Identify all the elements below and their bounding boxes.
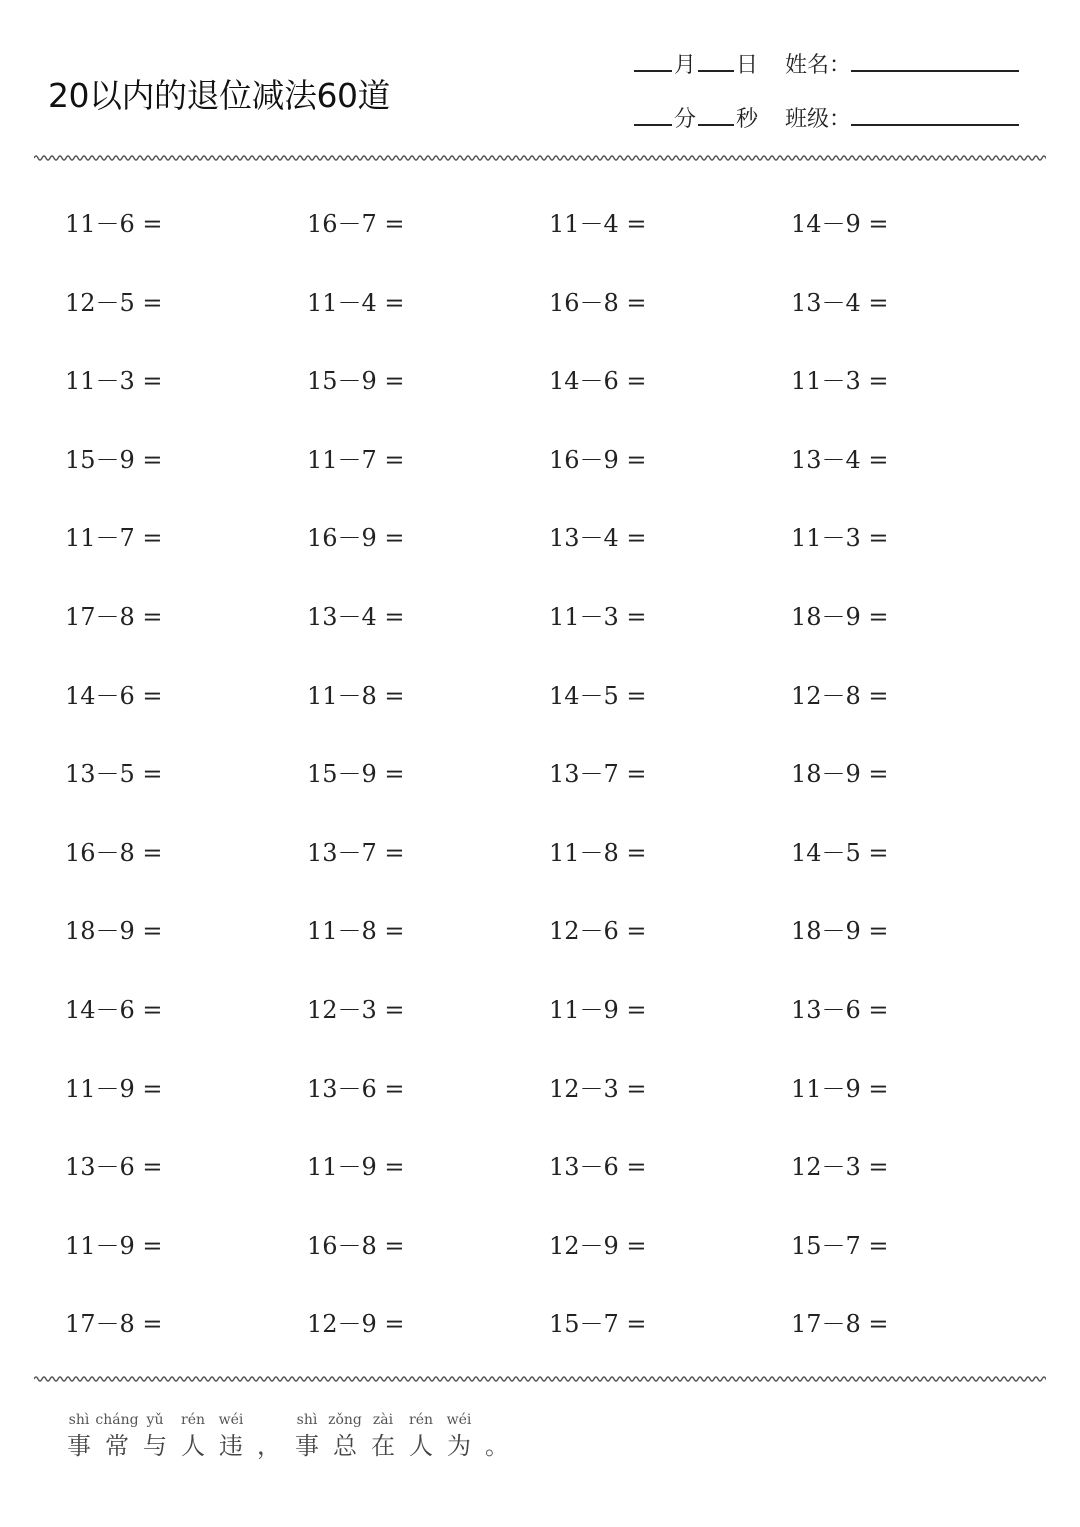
- problem-item: 17－8 =: [65, 602, 163, 631]
- motto-char: [364, 1410, 402, 1462]
- day-blank[interactable]: [698, 50, 734, 72]
- motto-char: [288, 1410, 326, 1462]
- pinyin-text: wéi: [218, 1412, 244, 1428]
- problem-item: 18－9 =: [791, 602, 889, 631]
- pinyin-text: shì: [68, 1412, 90, 1428]
- pinyin-text: shì: [296, 1412, 318, 1428]
- problem-item: 13－6 =: [549, 1153, 647, 1182]
- motto-char: [174, 1410, 212, 1462]
- hanzi-text: 人: [409, 1432, 433, 1460]
- problem-item: 12－6 =: [549, 917, 647, 946]
- problem-item: 17－8 =: [65, 1310, 163, 1339]
- motto-char: [60, 1410, 98, 1462]
- problem-item: 13－4 =: [307, 602, 405, 631]
- hanzi-text: 为: [447, 1432, 471, 1460]
- pinyin-text: rén: [409, 1412, 433, 1428]
- problem-item: 12－9 =: [307, 1310, 405, 1339]
- problem-item: 11－3 =: [65, 367, 163, 396]
- minute-blank[interactable]: [634, 104, 672, 126]
- pinyin-text: rén: [181, 1412, 205, 1428]
- time-fields: [634, 102, 760, 133]
- problem-item: 11－9 =: [307, 1153, 405, 1182]
- motto: [60, 1410, 516, 1462]
- worksheet-title: 20以内的退位减法60道: [48, 76, 390, 115]
- month-blank[interactable]: [634, 50, 672, 72]
- motto-char: [250, 1410, 288, 1462]
- problem-item: 13－4 =: [791, 288, 889, 317]
- problem-item: 12－3 =: [307, 995, 405, 1024]
- problem-item: 12－3 =: [549, 1074, 647, 1103]
- problem-item: 13－6 =: [791, 995, 889, 1024]
- problem-item: 14－6 =: [65, 995, 163, 1024]
- pinyin-text: yǔ: [146, 1412, 164, 1428]
- problem-item: 14－6 =: [549, 367, 647, 396]
- problem-item: 12－9 =: [549, 1231, 647, 1260]
- problem-item: 18－9 =: [791, 760, 889, 789]
- motto-char: [95, 1410, 139, 1462]
- problem-item: 11－7 =: [65, 524, 163, 553]
- class-field: [785, 102, 1019, 133]
- top-wavy-divider: [34, 153, 1046, 163]
- motto-char: [326, 1410, 364, 1462]
- problem-item: 13－7 =: [549, 760, 647, 789]
- motto-char: [136, 1410, 174, 1462]
- problem-item: 16－7 =: [307, 210, 405, 238]
- date-fields: [634, 48, 760, 79]
- hanzi-text: 常: [105, 1432, 129, 1460]
- motto-char: [402, 1410, 440, 1462]
- second-blank[interactable]: [698, 104, 734, 126]
- problem-item: 15－7 =: [549, 1310, 647, 1339]
- problem-item: 15－9 =: [307, 367, 405, 396]
- problem-item: 11－4 =: [549, 210, 647, 238]
- problem-item: 13－6 =: [307, 1074, 405, 1103]
- pinyin-text: wéi: [446, 1412, 472, 1428]
- problem-item: 11－8 =: [307, 917, 405, 946]
- pinyin-text: cháng: [95, 1412, 139, 1428]
- hanzi-text: 违: [219, 1432, 243, 1460]
- hanzi-text: ，: [257, 1432, 281, 1460]
- problem-item: 14－5 =: [549, 681, 647, 710]
- problem-item: 11－6 =: [65, 210, 163, 238]
- problem-grid: [65, 202, 1033, 1381]
- motto-char: [212, 1410, 250, 1462]
- problem-item: 13－6 =: [65, 1153, 163, 1182]
- problem-item: 15－9 =: [65, 445, 163, 474]
- problem-item: 16－9 =: [549, 445, 647, 474]
- pinyin-text: zài: [372, 1412, 394, 1428]
- second-label: 秒: [736, 107, 759, 132]
- motto-char: [478, 1410, 516, 1462]
- hanzi-text: 。: [485, 1432, 509, 1460]
- problem-item: 13－5 =: [65, 760, 163, 789]
- problem-item: 14－6 =: [65, 681, 163, 710]
- motto-char: [440, 1410, 478, 1462]
- class-blank[interactable]: [851, 104, 1019, 126]
- problem-item: 16－9 =: [307, 524, 405, 553]
- hanzi-text: 事: [67, 1432, 91, 1460]
- hanzi-text: 人: [181, 1432, 205, 1460]
- problem-item: 11－3 =: [549, 602, 647, 631]
- problem-item: 15－7 =: [791, 1231, 889, 1260]
- hanzi-text: 在: [371, 1432, 395, 1460]
- problem-item: 13－4 =: [549, 524, 647, 553]
- problem-item: 14－9 =: [791, 210, 889, 238]
- problem-item: 16－8 =: [549, 288, 647, 317]
- problem-item: 11－9 =: [65, 1231, 163, 1260]
- problem-item: 12－5 =: [65, 288, 163, 317]
- problem-item: 17－8 =: [791, 1310, 889, 1339]
- problem-item: 11－4 =: [307, 288, 405, 317]
- hanzi-text: 总: [333, 1432, 357, 1460]
- problem-item: 11－3 =: [791, 524, 889, 553]
- class-label: 班级：: [785, 107, 852, 132]
- problem-item: 11－9 =: [549, 995, 647, 1024]
- problem-item: 11－8 =: [307, 681, 405, 710]
- problem-item: 11－8 =: [549, 838, 647, 867]
- problem-item: 16－8 =: [65, 838, 163, 867]
- problem-item: 18－9 =: [65, 917, 163, 946]
- month-label: 月: [674, 53, 697, 78]
- hanzi-text: 与: [143, 1432, 167, 1460]
- problem-item: 13－4 =: [791, 445, 889, 474]
- hanzi-text: 事: [295, 1432, 319, 1460]
- name-blank[interactable]: [851, 50, 1019, 72]
- problem-item: 12－8 =: [791, 681, 889, 710]
- problem-item: 11－9 =: [791, 1074, 889, 1103]
- problem-item: 11－9 =: [65, 1074, 163, 1103]
- day-label: 日: [736, 53, 759, 78]
- name-field: [785, 48, 1019, 79]
- problem-item: 14－5 =: [791, 838, 889, 867]
- problem-item: 13－7 =: [307, 838, 405, 867]
- problem-item: 16－8 =: [307, 1231, 405, 1260]
- bottom-wavy-divider: [34, 1374, 1046, 1384]
- problem-item: 18－9 =: [791, 917, 889, 946]
- problem-item: 11－7 =: [307, 445, 405, 474]
- name-label: 姓名：: [785, 53, 852, 78]
- problem-item: 12－3 =: [791, 1153, 889, 1182]
- problem-item: 15－9 =: [307, 760, 405, 789]
- pinyin-text: zǒng: [328, 1412, 362, 1428]
- minute-label: 分: [674, 107, 697, 132]
- problem-item: 11－3 =: [791, 367, 889, 396]
